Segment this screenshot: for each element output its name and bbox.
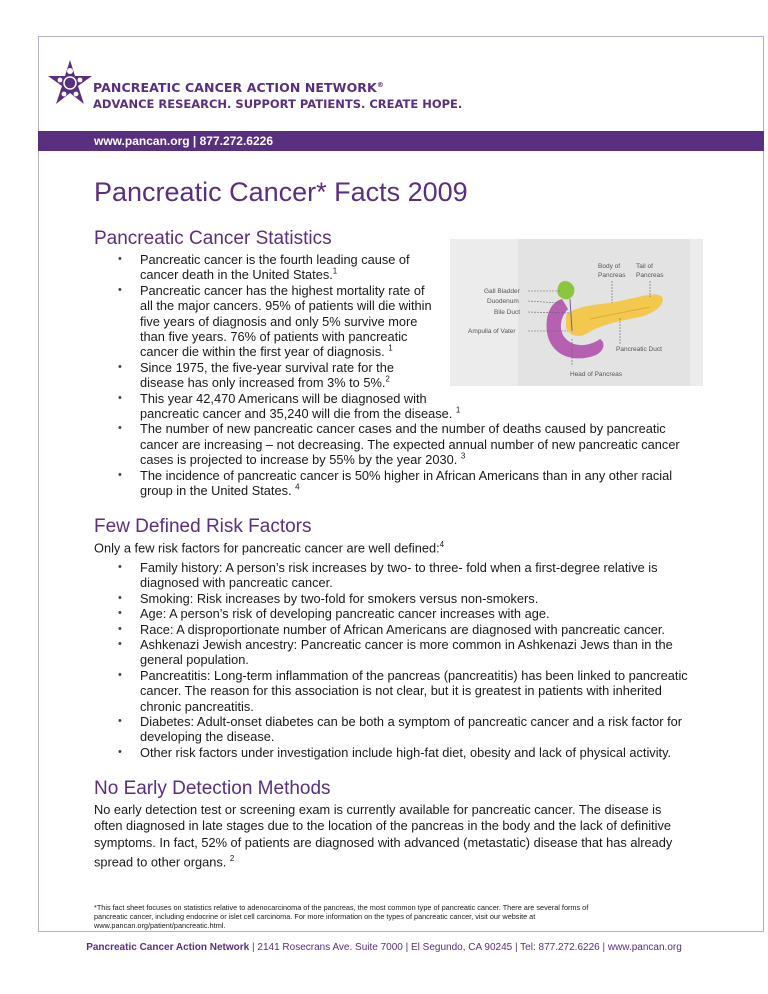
list-line: five years of diagnosis and only 5% survive more [140, 313, 418, 329]
list-line: Diabetes: Adult-onset diabetes can be both a symptom of pancreatic cancer and a risk factor for [140, 714, 683, 730]
footer [0, 942, 768, 953]
label-gall-bladder: Gall Bladder [484, 288, 520, 295]
label-ampulla: Ampulla of Vater [468, 328, 516, 335]
list-line: The incidence of pancreatic cancer is 50% higher in African Americans than in any other racial [140, 467, 673, 483]
risk-heading: Few Defined Risk Factors [94, 516, 312, 537]
org-name: PANCREATIC CANCER ACTION NETWORK® [93, 80, 384, 95]
list-line: Smoking: Risk increases by two-fold for smokers versus non-smokers. [140, 590, 539, 606]
label-body-1: Body of [598, 263, 621, 270]
text-line: often diagnosed in late stages due to the location of the pancreas in the body and the lack of definitive [94, 818, 671, 834]
label-duodenum: Duodenum [487, 298, 519, 305]
risk-intro: Only a few risk factors for pancreatic cancer are well defined:$^4$ [94, 540, 445, 556]
citation-ref: 1 [332, 267, 338, 277]
page-title: Pancreatic Cancer* Facts 2009 [94, 177, 468, 207]
label-head: Head of Pancreas [570, 371, 623, 378]
list-line: cancer die within the first year of diagnosis. [140, 344, 389, 360]
list-line: group in the United States. [140, 483, 296, 499]
risk-list [140, 560, 688, 760]
list-line: diagnosed with pancreatic cancer. [140, 575, 333, 591]
label-pancreatic-duct: Pancreatic Duct [616, 346, 662, 353]
detection-heading: No Early Detection Methods [94, 778, 331, 799]
citation-ref: 1 [388, 344, 393, 354]
list-line: disease has only increased from 3% to 5%. [140, 375, 386, 391]
label-bile-duct: Bile Duct [494, 309, 521, 316]
list-line: The number of new pancreatic cancer cases and the number of deaths caused by pancreatic [140, 421, 666, 437]
contact-bar [38, 131, 764, 151]
label-body-2: Pancreas [598, 272, 626, 279]
text-line: symptoms. In fact, 52% of patients are diagnosed with advanced (metastatic) disease that has already [94, 834, 673, 850]
list-line: Family history: A person’s risk increases by two- to three- fold when a first-degree relative is [140, 560, 658, 575]
list-line: Since 1975, the five-year survival rate for the [140, 359, 394, 375]
list-line: Other risk factors under investigation include high-fat diet, obesity and lack of physical activity. [140, 744, 672, 760]
footnote [94, 903, 704, 930]
citation-ref: 2 [385, 374, 390, 384]
list-line: cancer are increasing – not decreasing. The expected annual number of new pancreatic cancer [140, 436, 680, 452]
risk-item [140, 606, 688, 621]
label-tail-1: Tail of [636, 263, 653, 270]
risk-item [140, 560, 688, 591]
pancreas-diagram [450, 239, 703, 386]
list-line: This year 42,470 Americans will be diagnosed with [140, 390, 427, 406]
list-line: Pancreatic cancer has the highest mortality rate of [140, 282, 425, 298]
list-line: than five years. 76% of patients with pancreatic [140, 329, 408, 345]
statistics-item [140, 468, 680, 499]
pancan-star-logo [44, 58, 96, 110]
citation-ref: 4 [295, 482, 300, 492]
list-line: pancreatic cancer and 35,240 will die from the disease. [140, 406, 456, 422]
statistics-heading: Pancreatic Cancer Statistics [94, 228, 332, 249]
citation-ref: 1 [455, 405, 461, 415]
risk-item [140, 591, 688, 606]
text-line: pancreatic cancer, including endocrine or islet cell carcinoma. For more information on the types of pancreatic cancer, visit our website at [94, 912, 536, 921]
list-line: general population. [140, 652, 249, 668]
list-line: cancer. The reason for this association is not clear, but it is greatest in patients with inherited [140, 683, 662, 699]
org-tagline: ADVANCE RESEARCH. SUPPORT PATIENTS. CREATE HOPE. [93, 97, 463, 111]
list-line: chronic pancreatitis. [140, 698, 254, 714]
list-line: cancer death in the United States. [140, 267, 333, 283]
footer-details: | 2141 Rosecrans Ave. Suite 7000 | El Segundo, CA 90245 | Tel: 877.272.6226 | www.pancan.org [249, 942, 682, 953]
risk-item [140, 637, 688, 668]
text-line: www.pancan.org/patient/pancreatic.html. [94, 921, 226, 930]
risk-item [140, 668, 688, 714]
list-line: developing the disease. [140, 729, 275, 745]
list-line: Ashkenazi Jewish ancestry: Pancreatic cancer is more common in Ashkenazi Jews than in the [140, 637, 673, 653]
citation-ref: 3 [460, 452, 466, 462]
statistics-item [140, 421, 680, 467]
list-line: cases is projected to increase by 55% by the year 2030. [140, 452, 461, 468]
risk-item [140, 622, 688, 637]
label-tail-2: Pancreas [636, 272, 664, 279]
contact-info[interactable]: www.pancan.org | 877.272.6226 [94, 134, 273, 148]
risk-item [140, 714, 688, 745]
detection-paragraph [94, 802, 714, 870]
list-line: Pancreatitis: Long-term inflammation of the pancreas (pancreatitis) has been linked to pancreatic [140, 667, 688, 683]
text-line: No early detection test or screening exam is currently available for pancreatic cancer. The disease is [94, 802, 662, 817]
list-line: Age: A person’s risk of developing pancreatic cancer increases with age. [140, 606, 550, 622]
footer-org: Pancreatic Cancer Action Network [86, 942, 250, 953]
risk-item [140, 745, 688, 760]
text-line: spread to other organs. [94, 854, 230, 870]
list-line: Pancreatic cancer is the fourth leading cause of [140, 252, 410, 267]
list-line: Race: A disproportionate number of African Americans are diagnosed with pancreatic cancer. [140, 621, 665, 637]
citation-ref: 2 [229, 853, 235, 863]
text-line: *This fact sheet focuses on statistics relative to adenocarcinoma of the pancreas, the most common type of pancreatic cancer. There are several forms of [94, 903, 589, 912]
list-line: all the major cancers. 95% of patients will die within [140, 298, 432, 314]
statistics-item [140, 391, 680, 422]
